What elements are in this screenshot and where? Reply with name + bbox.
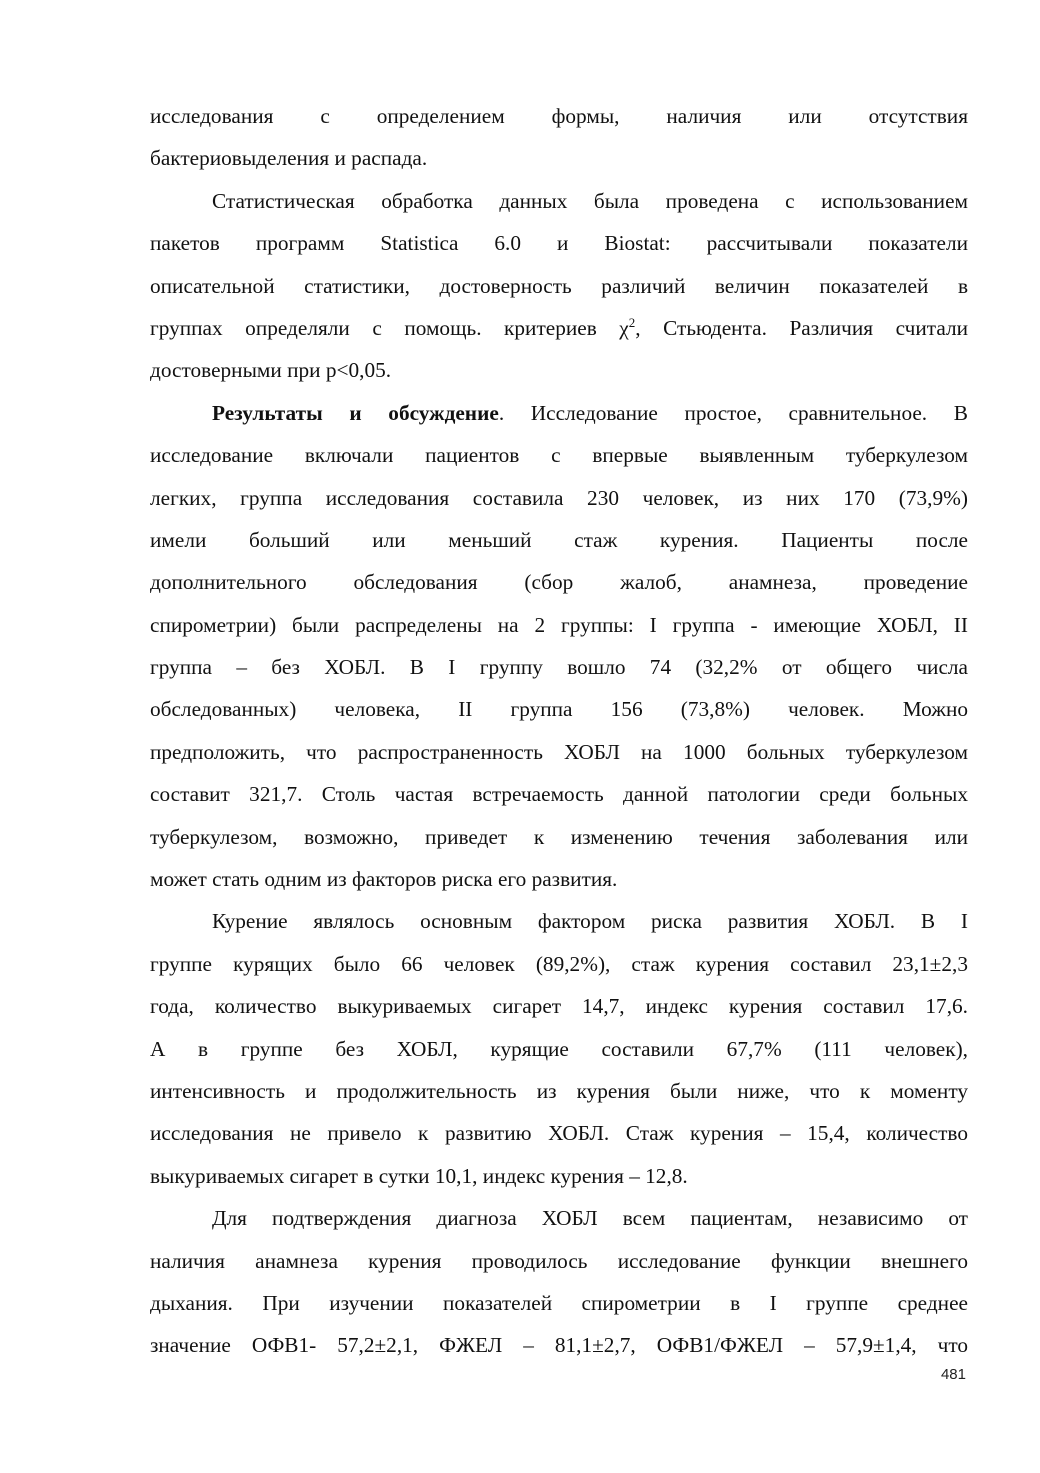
text-segment: . Исследование простое, сравнительное. В — [498, 400, 968, 425]
text-line: А в группе без ХОБЛ, курящие составили 67,7% (111 человек), — [150, 1036, 968, 1061]
text-line: значение ОФВ1- 57,2±2,1, ФЖЕЛ – 81,1±2,7, ОФВ1/ФЖЕЛ – 57,9±1,4, что — [150, 1333, 968, 1358]
text-line: исследования с определением формы, наличия или отсутствия — [150, 104, 968, 128]
text-segment: группах определяли с помощь. критериев χ — [150, 315, 629, 340]
page-number: 481 — [940, 1366, 966, 1383]
text-line: группа – без ХОБЛ. В I группу вошло 74 (32,2% от общего числа — [150, 655, 968, 680]
text-segment: , Стьюдента. Различия считали — [635, 315, 968, 340]
text-line: Курение являлось основным фактором риска развития ХОБЛ. В I — [212, 909, 968, 934]
text-line: легких, группа исследования составила 230 человек, из них 170 (73,9%) — [150, 485, 968, 510]
text-line: дополнительного обследования (сбор жалоб, анамнеза, проведение — [150, 570, 968, 595]
superscript: 2 — [628, 314, 636, 330]
text-line: бактериовыделения и распада. — [150, 146, 428, 171]
text-line: выкуриваемых сигарет в сутки 10,1, индекс курения – 12,8. — [150, 1163, 688, 1188]
text-line: года, количество выкуриваемых сигарет 14,7, индекс курения составил 17,6. — [150, 994, 968, 1019]
document-body — [150, 95, 968, 1367]
text-line: описательной статистики, достоверность различий величин показателей в — [150, 273, 968, 298]
text-line: интенсивность и продолжительность из курения были ниже, что к моменту — [150, 1078, 968, 1103]
text-line — [150, 392, 968, 434]
text-line: туберкулезом, возможно, приведет к изменению течения заболевания или — [150, 824, 968, 849]
text-line: достоверными при p<0,05. — [150, 358, 392, 383]
text-line: Статистическая обработка данных была проведена с использованием — [212, 188, 968, 213]
text-line — [150, 307, 968, 349]
text-line: исследования не привело к развитию ХОБЛ. Стаж курения – 15,4, количество — [150, 1121, 968, 1146]
text-line: дыхания. При изучении показателей спирометрии в I группе среднее — [150, 1290, 968, 1315]
section-heading: Результаты и обсуждение — [212, 400, 499, 425]
text-line: группе курящих было 66 человек (89,2%), стаж курения составил 23,1±2,3 — [150, 951, 968, 976]
text-line: имели больший или меньший стаж курения. Пациенты после — [150, 527, 968, 552]
text-line: составит 321,7. Столь частая встречаемость данной патологии среди больных — [150, 782, 968, 807]
text-line: исследование включали пациентов с впервые выявленным туберкулезом — [150, 443, 968, 468]
text-line: наличия анамнеза курения проводилось исследование функции внешнего — [150, 1248, 968, 1273]
text-line: может стать одним из факторов риска его развития. — [150, 867, 618, 892]
text-line: обследованных) человека, II группа 156 (73,8%) человек. Можно — [150, 697, 968, 722]
text-line: Для подтверждения диагноза ХОБЛ всем пациентам, независимо от — [212, 1206, 968, 1231]
text-line: спирометрии) были распределены на 2 группы: I группа - имеющие ХОБЛ, II — [150, 612, 968, 637]
text-line: пакетов программ Statistica 6.0 и Biostat: рассчитывали показатели — [150, 231, 968, 256]
text-line: предположить, что распространенность ХОБЛ на 1000 больных туберкулезом — [150, 739, 968, 764]
